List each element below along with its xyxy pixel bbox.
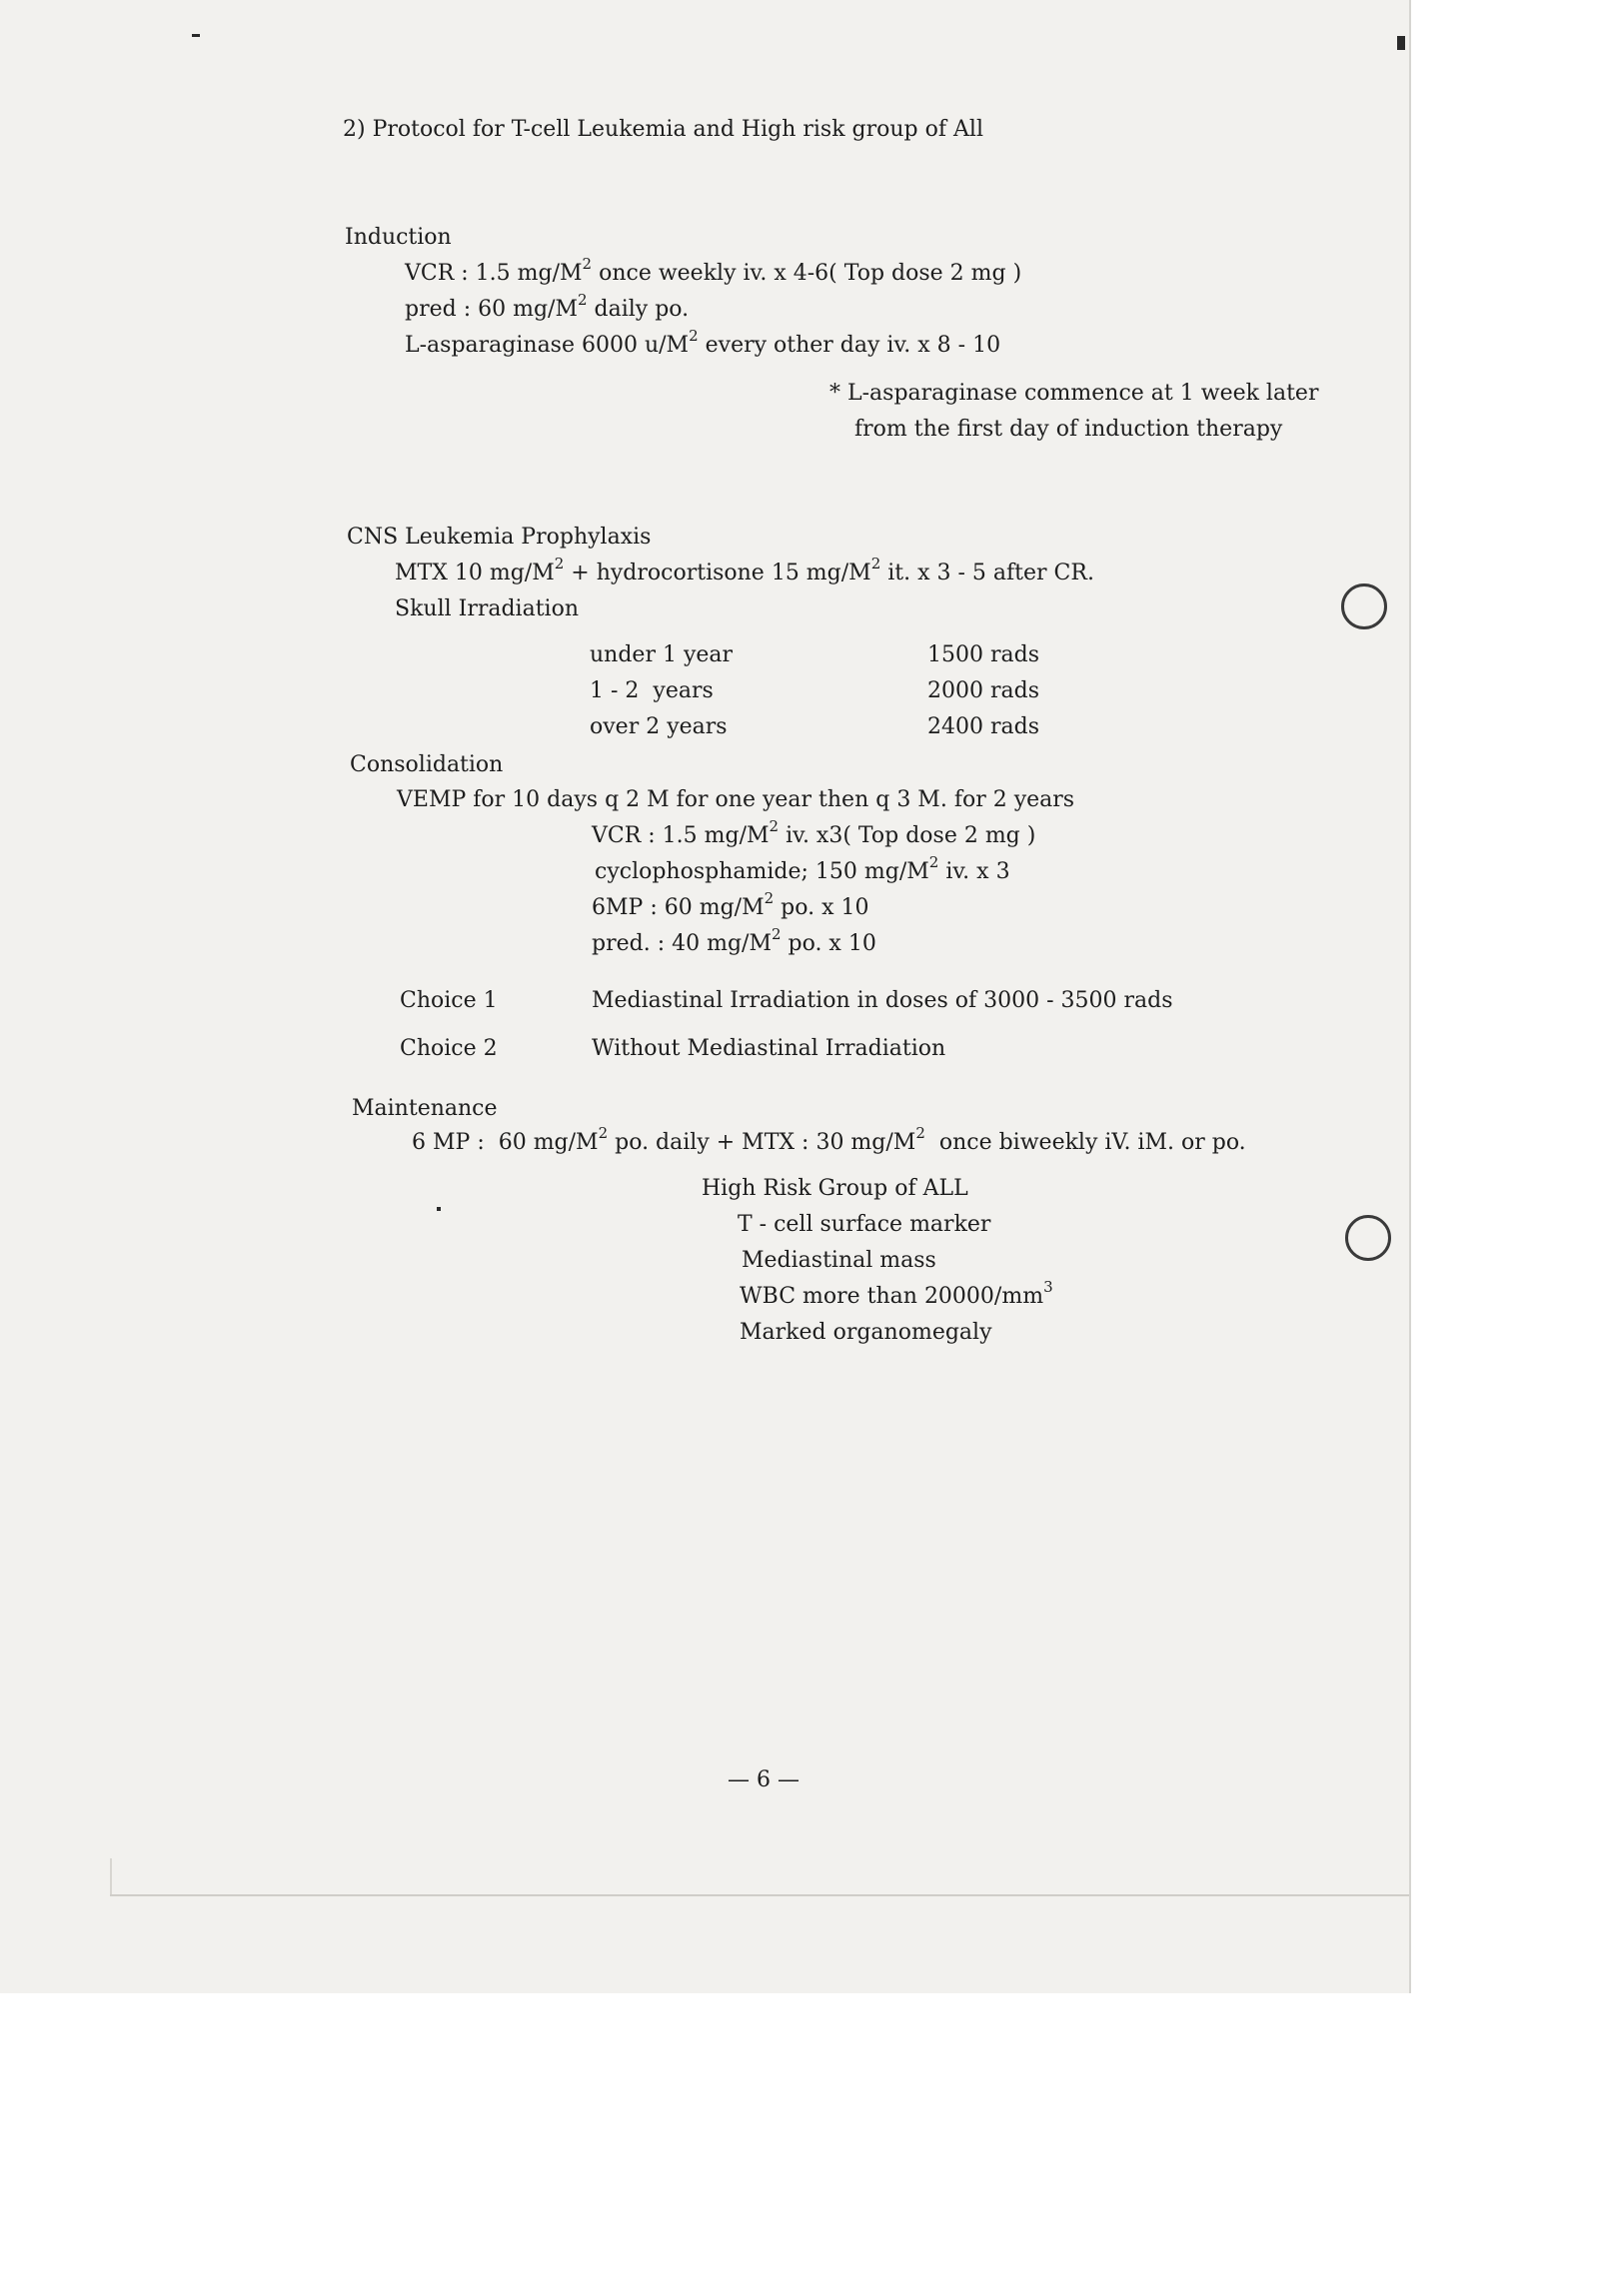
- high-risk-item-organomegaly: Marked organomegaly: [740, 1320, 992, 1345]
- induction-asparaginase-line: L-asparaginase 6000 $u/M^2$ every other day iv. x 8 - 10: [405, 326, 1001, 358]
- sheet-fold-corner: [110, 1858, 112, 1894]
- scan-speck: [437, 1207, 441, 1211]
- choice-2-text: Without Mediastinal Irradiation: [592, 1036, 946, 1061]
- induction-vcr-line: VCR : 1.5 $mg/M^2$ once weekly iv. x 4-6( Top dose 2 mg ): [405, 254, 1022, 286]
- choice-1-label: Choice 1: [400, 988, 498, 1013]
- maintenance-line: 6 MP : 60 $mg/M^2$ po. daily + MTX : 30 $mg/M^2$ once biweekly iV. iM. or po.: [412, 1123, 1246, 1155]
- cns-heading: CNS Leukemia Prophylaxis: [347, 525, 652, 550]
- consolidation-drug-pred: pred. : 40 $mg/M^2$ po. x 10: [592, 924, 876, 956]
- induction-note-line1: * L-asparaginase commence at 1 week later: [829, 381, 1319, 406]
- scan-speck: [192, 34, 200, 37]
- irradiation-dose-1: 1500 rads: [927, 642, 1039, 667]
- induction-note-line2: from the first day of induction therapy: [854, 417, 1283, 442]
- choice-2-label: Choice 2: [400, 1036, 498, 1061]
- cns-mtx-line: MTX 10 $mg/M^2$ + hydrocortisone 15 $mg/M^2$ it. x 3 - 5 after CR.: [395, 554, 1094, 585]
- maintenance-heading: Maintenance: [352, 1096, 498, 1121]
- sheet-fold-line: [110, 1894, 1409, 1896]
- high-risk-heading: High Risk Group of ALL: [702, 1176, 968, 1201]
- irradiation-age-3: over 2 years: [590, 714, 728, 739]
- irradiation-age-1: under 1 year: [590, 642, 734, 667]
- irradiation-dose-2: 2000 rads: [927, 678, 1039, 703]
- consolidation-heading: Consolidation: [350, 752, 504, 777]
- page-number: — 6 —: [728, 1767, 800, 1792]
- irradiation-dose-3: 2400 rads: [927, 714, 1039, 739]
- consolidation-drug-vcr: VCR : 1.5 $mg/M^2$ iv. x3( Top dose 2 mg ): [592, 816, 1036, 848]
- document-title: 2) Protocol for T-cell Leukemia and High risk group of All: [343, 117, 983, 142]
- high-risk-item-t-cell: T - cell surface marker: [738, 1212, 991, 1237]
- consolidation-drug-6mp: 6MP : 60 $mg/M^2$ po. x 10: [592, 888, 869, 920]
- irradiation-age-2: 1 - 2 years: [590, 678, 714, 703]
- induction-pred-line: pred : 60 $mg/M^2$ daily po.: [405, 290, 690, 322]
- high-risk-item-wbc: WBC more than $20000/mm^3$: [740, 1277, 1053, 1309]
- consolidation-vemp-line: VEMP for 10 days q 2 M for one year then q 3 M. for 2 years: [397, 787, 1075, 812]
- consolidation-drug-cyclophosphamide: cyclophosphamide; 150 $mg/M^2$ iv. x 3: [595, 852, 1010, 884]
- scan-speck: [1397, 36, 1405, 50]
- induction-heading: Induction: [345, 225, 452, 250]
- punch-hole-lower: [1345, 1215, 1391, 1261]
- skull-irradiation-line: Skull Irradiation: [395, 596, 580, 621]
- choice-1-text: Mediastinal Irradiation in doses of 3000 - 3500 rads: [592, 988, 1173, 1013]
- punch-hole-upper: [1341, 583, 1387, 629]
- high-risk-item-mediastinal: Mediastinal mass: [742, 1248, 936, 1273]
